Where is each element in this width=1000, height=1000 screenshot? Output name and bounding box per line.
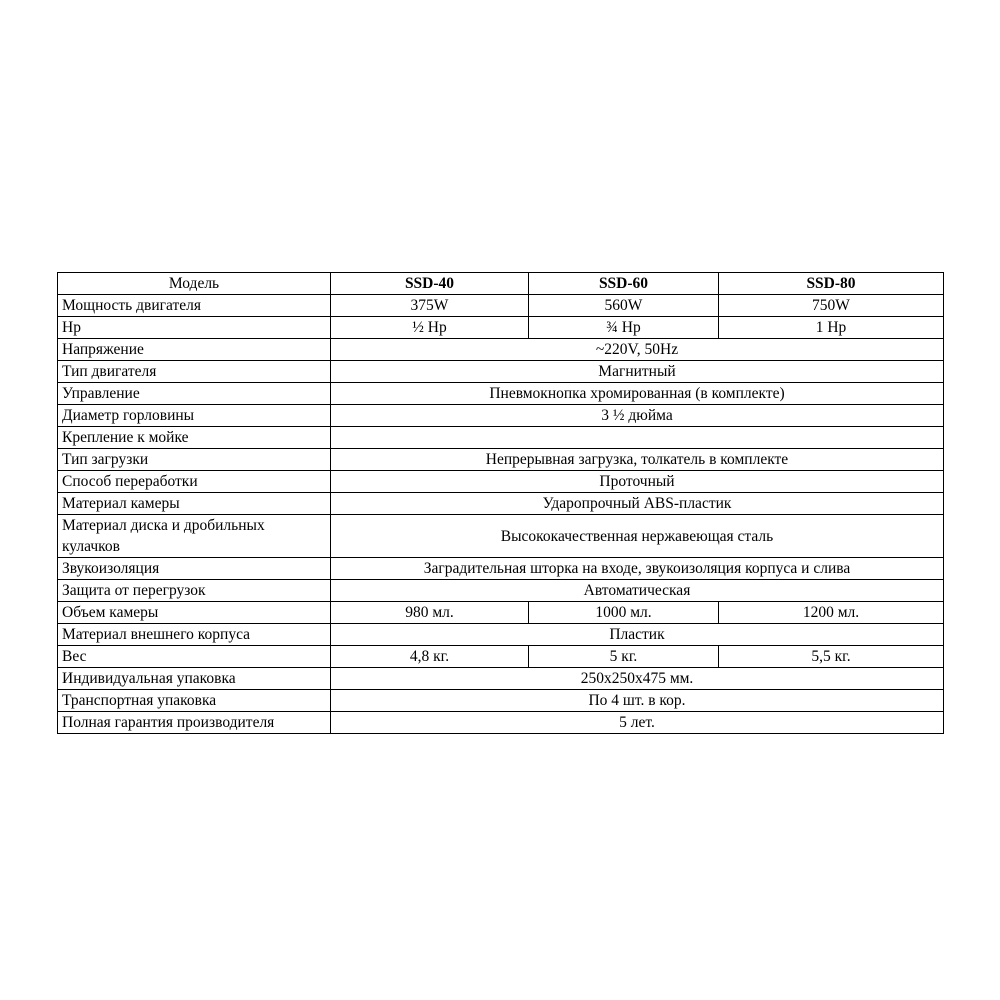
spec-value-merged: 5 лет. bbox=[331, 712, 944, 734]
spec-label: Индивидуальная упаковка bbox=[58, 668, 331, 690]
spec-label: Тип загрузки bbox=[58, 449, 331, 471]
spec-label: Защита от перегрузок bbox=[58, 580, 331, 602]
spec-value: 375W bbox=[331, 295, 529, 317]
spec-label: Звукоизоляция bbox=[58, 558, 331, 580]
spec-value: 5 кг. bbox=[529, 646, 719, 668]
spec-value-merged: Заградительная шторка на входе, звукоизоляция корпуса и слива bbox=[331, 558, 944, 580]
table-row-neck-diameter bbox=[58, 405, 944, 427]
table-row-chamber-volume bbox=[58, 602, 944, 624]
spec-label: Тип двигателя bbox=[58, 361, 331, 383]
spec-value-merged: Автоматическая bbox=[331, 580, 944, 602]
specs-table bbox=[57, 272, 944, 734]
table-row-transport-packaging bbox=[58, 690, 944, 712]
spec-value-merged: Магнитный bbox=[331, 361, 944, 383]
table-row-motor-type bbox=[58, 361, 944, 383]
spec-value-merged bbox=[331, 427, 944, 449]
table-row-hp bbox=[58, 317, 944, 339]
spec-label: Объем камеры bbox=[58, 602, 331, 624]
spec-label: Транспортная упаковка bbox=[58, 690, 331, 712]
spec-label: Диаметр горловины bbox=[58, 405, 331, 427]
table-row-body-material bbox=[58, 624, 944, 646]
table-row-individual-packaging bbox=[58, 668, 944, 690]
header-model-ssd60: SSD-60 bbox=[529, 273, 719, 295]
table-row-control bbox=[58, 383, 944, 405]
spec-value: 1200 мл. bbox=[719, 602, 944, 624]
spec-label: Крепление к мойке bbox=[58, 427, 331, 449]
spec-value-merged: 250x250x475 мм. bbox=[331, 668, 944, 690]
spec-label: Материал камеры bbox=[58, 493, 331, 515]
spec-label: Полная гарантия производителя bbox=[58, 712, 331, 734]
header-model-label: Модель bbox=[58, 273, 331, 295]
spec-value-merged: Пластик bbox=[331, 624, 944, 646]
spec-value-merged: Высококачественная нержавеющая сталь bbox=[331, 515, 944, 558]
spec-value: ½ Hp bbox=[331, 317, 529, 339]
spec-label: Материал внешнего корпуса bbox=[58, 624, 331, 646]
header-model-ssd80: SSD-80 bbox=[719, 273, 944, 295]
table-row-overload-protection bbox=[58, 580, 944, 602]
spec-label: Материал диска и дробильных кулачков bbox=[58, 515, 331, 558]
spec-value: 1000 мл. bbox=[529, 602, 719, 624]
spec-value-merged: Проточный bbox=[331, 471, 944, 493]
spec-value: 750W bbox=[719, 295, 944, 317]
header-model-ssd40: SSD-40 bbox=[331, 273, 529, 295]
table-row-processing-method bbox=[58, 471, 944, 493]
spec-value: ¾ Hp bbox=[529, 317, 719, 339]
table-row-sink-mount bbox=[58, 427, 944, 449]
table-row-sound-insulation bbox=[58, 558, 944, 580]
table-header-row bbox=[58, 273, 944, 295]
spec-value-merged: Непрерывная загрузка, толкатель в комплекте bbox=[331, 449, 944, 471]
spec-value: 560W bbox=[529, 295, 719, 317]
spec-value-merged: По 4 шт. в кор. bbox=[331, 690, 944, 712]
spec-label: Hp bbox=[58, 317, 331, 339]
table-row-chamber-material bbox=[58, 493, 944, 515]
spec-label: Способ переработки bbox=[58, 471, 331, 493]
spec-value: 4,8 кг. bbox=[331, 646, 529, 668]
table-row-loading-type bbox=[58, 449, 944, 471]
table-row-motor-power bbox=[58, 295, 944, 317]
table-row-weight bbox=[58, 646, 944, 668]
spec-value-merged: Ударопрочный ABS-пластик bbox=[331, 493, 944, 515]
spec-label: Вес bbox=[58, 646, 331, 668]
spec-value: 980 мл. bbox=[331, 602, 529, 624]
spec-value-merged: Пневмокнопка хромированная (в комплекте) bbox=[331, 383, 944, 405]
table-row-disc-material bbox=[58, 515, 944, 558]
spec-label: Мощность двигателя bbox=[58, 295, 331, 317]
spec-label: Напряжение bbox=[58, 339, 331, 361]
table-row-warranty bbox=[58, 712, 944, 734]
spec-value-merged: ~220V, 50Hz bbox=[331, 339, 944, 361]
table-row-voltage bbox=[58, 339, 944, 361]
spec-value: 5,5 кг. bbox=[719, 646, 944, 668]
spec-label: Управление bbox=[58, 383, 331, 405]
spec-value: 1 Hp bbox=[719, 317, 944, 339]
spec-value-merged: 3 ½ дюйма bbox=[331, 405, 944, 427]
